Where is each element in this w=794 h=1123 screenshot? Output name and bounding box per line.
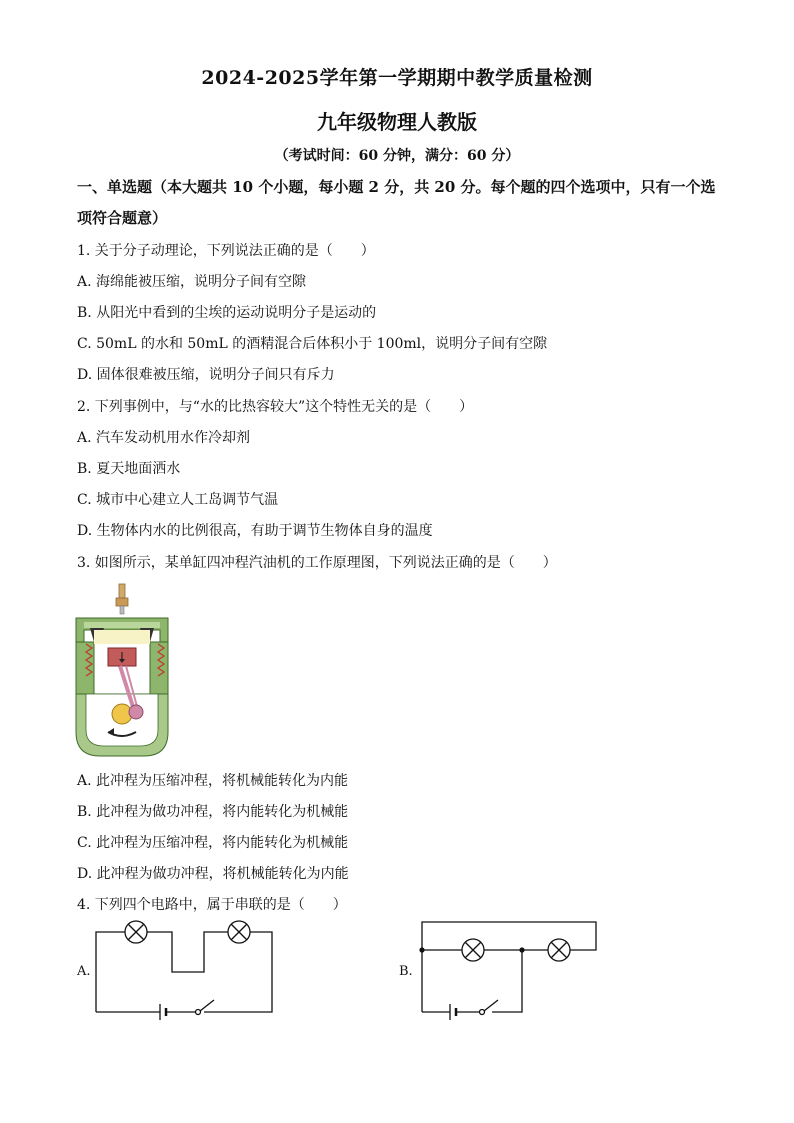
q3-option-c: C. 此冲程为压缩冲程，将内能转化为机械能 (77, 835, 349, 851)
q4-stem: 4. 下列四个电路中，属于串联的是（ ） (77, 897, 347, 913)
circuit-diagram-a (92, 918, 276, 1024)
q3-option-b: B. 此冲程为做功冲程，将内能转化为机械能 (77, 804, 349, 820)
q2-option-b: B. 夏天地面洒水 (77, 461, 181, 477)
q4-option-a-label: A. (77, 964, 91, 979)
q3-option-d: D. 此冲程为做功冲程，将机械能转化为内能 (77, 866, 349, 882)
exam-info: （考试时间：60 分钟，满分：60 分） (274, 148, 520, 164)
q2-option-a: A. 汽车发动机用水作冷却剂 (77, 430, 251, 446)
q3-stem: 3. 如图所示，某单缸四冲程汽油机的工作原理图，下列说法正确的是（ ） (77, 555, 557, 571)
engine-diagram (74, 582, 178, 758)
page-title: 2024-2025学年第一学期期中教学质量检测 (201, 67, 593, 89)
page-subtitle: 九年级物理人教版 (317, 110, 477, 134)
q1-option-c: C. 50mL 的水和 50mL 的酒精混合后体积小于 100ml，说明分子间有空隙 (77, 336, 548, 352)
q3-option-a: A. 此冲程为压缩冲程，将机械能转化为内能 (77, 773, 349, 789)
q1-option-b: B. 从阳光中看到的尘埃的运动说明分子是运动的 (77, 305, 377, 321)
q1-stem: 1. 关于分子动理论，下列说法正确的是（ ） (77, 243, 375, 259)
q2-option-d: D. 生物体内水的比例很高，有助于调节生物体自身的温度 (77, 523, 433, 539)
q4-option-b-label: B. (399, 964, 413, 979)
section-heading: 一、单选题（本大题共 10 个小题，每小题 2 分，共 20 分。每个题的四个选项中，只有一个选项符合题意） (77, 178, 716, 227)
q2-option-c: C. 城市中心建立人工岛调节气温 (77, 492, 279, 508)
q2-stem: 2. 下列事例中，与“水的比热容较大”这个特性无关的是（ ） (77, 399, 474, 415)
q1-option-a: A. 海绵能被压缩，说明分子间有空隙 (77, 274, 307, 290)
circuit-diagram-b (418, 918, 602, 1024)
q1-option-d: D. 固体很难被压缩，说明分子间只有斥力 (77, 367, 335, 383)
